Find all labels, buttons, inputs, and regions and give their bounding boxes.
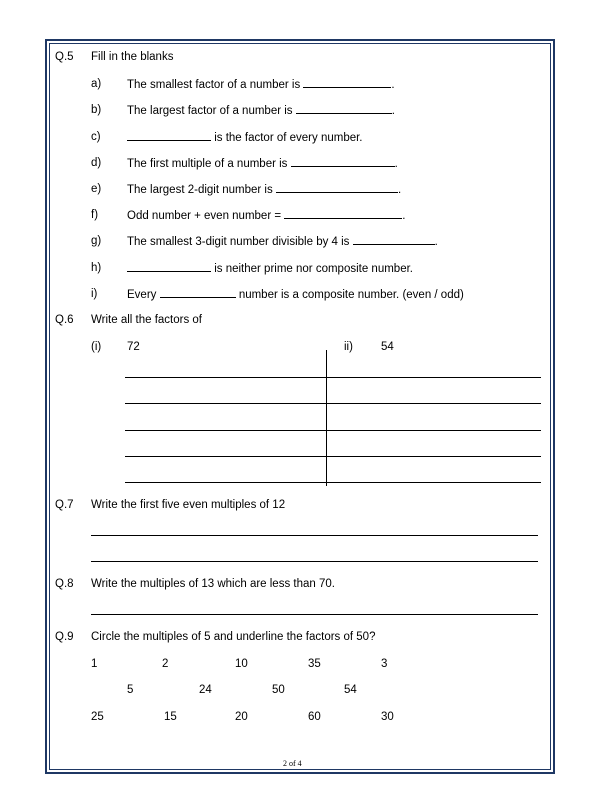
answer-blank-c[interactable]	[127, 130, 211, 141]
q5-item-g	[127, 234, 438, 249]
q5-item-i-text: Every	[127, 289, 157, 301]
q5-item-f-end: .	[402, 210, 406, 222]
answer-line[interactable]	[125, 377, 541, 378]
q5-item-e	[127, 182, 401, 197]
q5-item-i-label: i)	[91, 288, 98, 300]
q5-item-e-text: The largest 2-digit number is	[127, 184, 273, 196]
page-number: 2 of 4	[283, 759, 302, 768]
q5-number: Q.5	[55, 51, 74, 63]
q5-item-b-end: .	[391, 105, 395, 117]
q5-item-e-end: .	[397, 184, 402, 196]
q6-left-value: 72	[127, 341, 140, 353]
q6-right-label: ii)	[344, 341, 353, 353]
q5-item-a-text: The smallest factor of a number is	[127, 79, 301, 91]
q6-left-label: (i)	[91, 341, 102, 353]
q9-number-item[interactable]: 15	[164, 711, 177, 723]
q8-number: Q.8	[55, 578, 74, 590]
q5-item-a-label: a)	[91, 78, 102, 90]
q9-number-item[interactable]: 20	[235, 711, 248, 723]
q7-number: Q.7	[55, 499, 74, 511]
q5-item-i	[127, 287, 464, 302]
q5-item-e-label: e)	[91, 183, 102, 195]
answer-blank-h[interactable]	[127, 261, 211, 272]
q9-number-item[interactable]: 60	[308, 711, 321, 723]
q5-item-g-text: The smallest 3-digit number divisible by 4 is	[127, 236, 350, 248]
q5-item-d-label: d)	[91, 157, 102, 169]
q5-item-g-end: .	[434, 236, 438, 248]
answer-line[interactable]	[91, 614, 538, 615]
q5-item-i-end: number is a composite number. (even / odd)	[238, 289, 464, 301]
answer-blank-d[interactable]	[291, 156, 395, 167]
q9-number-item[interactable]: 1	[91, 658, 98, 670]
q5-item-h-text: is neither prime nor composite number.	[214, 263, 413, 275]
q6-title: Write all the factors of	[91, 314, 202, 326]
q5-item-b	[127, 103, 395, 118]
answer-line[interactable]	[125, 430, 541, 431]
answer-blank-i[interactable]	[160, 287, 236, 298]
q9-number: Q.9	[55, 631, 74, 643]
q9-number-item[interactable]: 50	[272, 684, 285, 696]
answer-blank-f[interactable]	[284, 208, 402, 219]
answer-line[interactable]	[91, 535, 538, 536]
q9-number-item[interactable]: 5	[127, 684, 134, 696]
q9-number-item[interactable]: 30	[381, 711, 394, 723]
q5-item-f	[127, 208, 405, 223]
answer-blank-g[interactable]	[353, 234, 435, 245]
q5-item-d	[127, 156, 398, 171]
q5-item-c-label: c)	[91, 131, 101, 143]
answer-blank-b[interactable]	[296, 103, 392, 114]
q6-right-value: 54	[381, 341, 394, 353]
answer-blank-a[interactable]	[303, 77, 391, 88]
q5-item-a	[127, 77, 395, 92]
q5-item-c-text: is the factor of every number.	[214, 132, 363, 144]
answer-line[interactable]	[91, 561, 538, 562]
q9-number-item[interactable]: 10	[235, 658, 248, 670]
q5-item-h	[127, 261, 413, 276]
q9-number-item[interactable]: 24	[199, 684, 212, 696]
q5-item-h-label: h)	[91, 262, 102, 274]
q5-item-f-text: Odd number + even number =	[127, 210, 282, 222]
q8-title: Write the multiples of 13 which are less than 70.	[91, 578, 335, 590]
q5-item-a-end: .	[391, 79, 395, 91]
answer-blank-e[interactable]	[276, 182, 398, 193]
page-border-inner	[49, 43, 551, 770]
q5-item-b-label: b)	[91, 104, 102, 116]
q9-title: Circle the multiples of 5 and underline the factors of 50?	[91, 631, 376, 643]
q5-item-g-label: g)	[91, 235, 102, 247]
q9-number-item[interactable]: 54	[344, 684, 357, 696]
q5-item-f-label: f)	[91, 209, 99, 221]
answer-line[interactable]	[125, 482, 541, 483]
q5-item-b-text: The largest factor of a number is	[127, 105, 293, 117]
answer-line[interactable]	[125, 456, 541, 457]
q5-title: Fill in the blanks	[91, 51, 174, 63]
q6-number: Q.6	[55, 314, 74, 326]
q9-number-item[interactable]: 35	[308, 658, 321, 670]
answer-line[interactable]	[125, 403, 541, 404]
q5-item-d-text: The first multiple of a number is	[127, 158, 288, 170]
q5-item-c	[127, 130, 363, 145]
q5-item-d-end: .	[394, 158, 398, 170]
q9-number-item[interactable]: 2	[162, 658, 169, 670]
q6-divider	[326, 350, 327, 486]
q9-number-item[interactable]: 3	[381, 658, 388, 670]
q7-title: Write the first five even multiples of 12	[91, 499, 286, 511]
q9-number-item[interactable]: 25	[91, 711, 104, 723]
